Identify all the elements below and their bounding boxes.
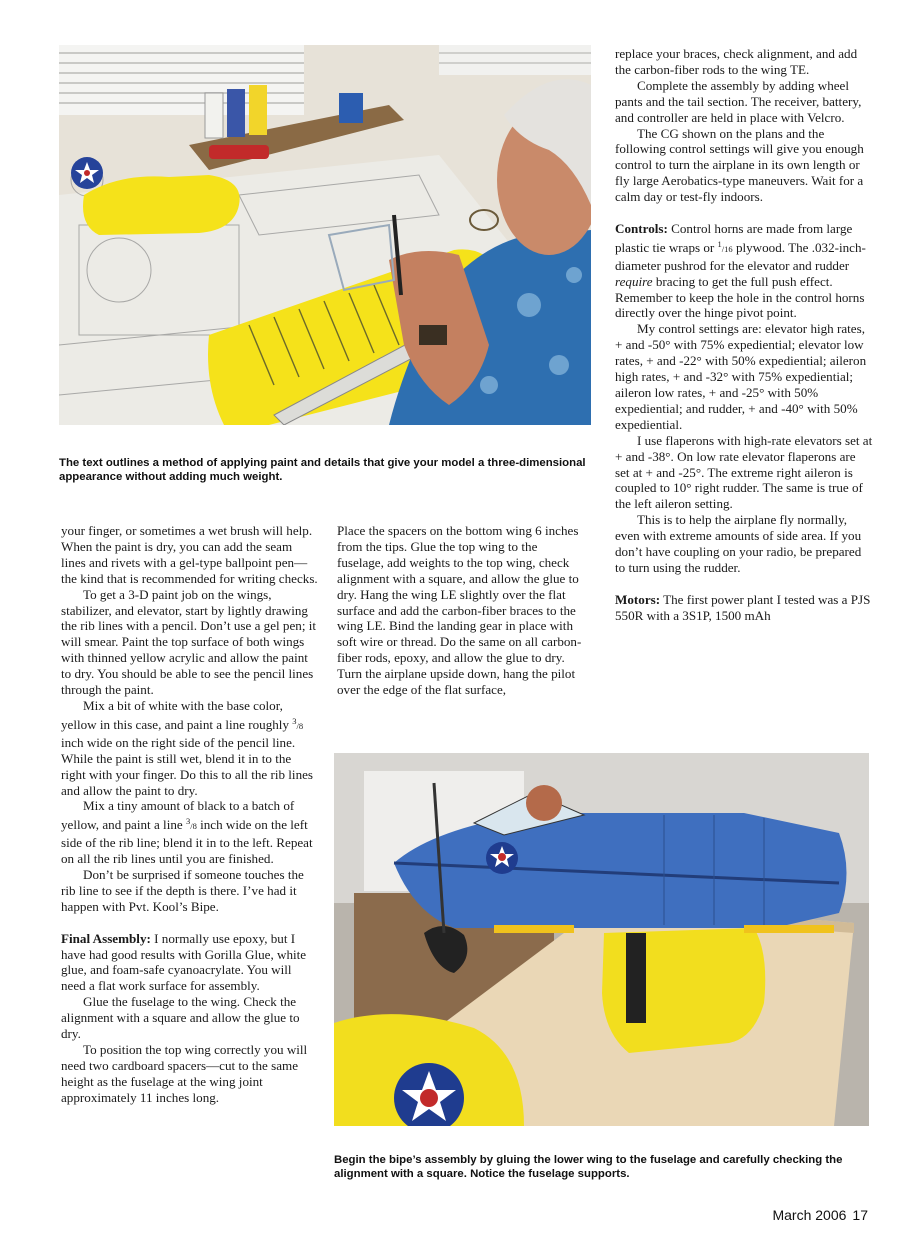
text: bracing to get the full push effect. Remember to keep the hole in the control horns directly over the hinge pivot point.: [615, 273, 865, 321]
fraction-numerator: 1: [717, 238, 722, 249]
section-heading-final-assembly: Final Assembly:: [61, 930, 151, 946]
text: Mix a bit of white with the base color, yellow in this case, and paint a line roughly: [61, 697, 293, 732]
text: Control horns are made from large plastic tie wraps or: [615, 220, 853, 255]
photo-painting-wing: [59, 45, 591, 425]
fraction-denominator: /8: [296, 720, 304, 731]
paragraph: [61, 931, 318, 995]
paragraph: [61, 698, 318, 798]
paragraph: To position the top wing correctly you will need two cardboard spacers—cut to the same height as the fuselage at the wing joint approximately 11 inches long.: [61, 1041, 308, 1105]
page-number: 17: [852, 1207, 868, 1223]
emphasis: require: [615, 273, 653, 289]
text-column-2: [337, 523, 587, 698]
section-heading-controls: Controls:: [615, 220, 668, 236]
paragraph: My control settings are: elevator high rates, + and -50° with 75% expediential; elevator low rates, + and -22° with 50% expediential; aileron high rates, + and -32° with 75% expediential; aileron low rates, + and -25° with 50% expediential; and rudder, + and -40° with 50% expediential.: [615, 321, 867, 432]
fraction-numerator: 3: [185, 816, 191, 827]
photo-fuselage-assembly: [334, 753, 869, 1126]
paragraph: your finger, or sometimes a wet brush will help. When the paint is dry, you can add the seam lines and rivets with a gel-type ballpoint pen—the kind that is recommended for writing checks.: [61, 523, 318, 586]
fraction-denominator: /16: [721, 243, 733, 254]
paragraph: [61, 798, 318, 867]
paragraph: This is to help the airplane fly normally, even with extreme amounts of side area. If you don’t have coupling on your radio, be prepared to turn using the rudder.: [615, 512, 862, 575]
issue-date: March 2006: [772, 1207, 847, 1223]
section-heading-motors: Motors:: [615, 591, 661, 607]
paragraph: [615, 221, 873, 321]
text-column-3: [615, 46, 873, 624]
paragraph: Glue the fuselage to the wing. Check the alignment with a square and allow the glue to dry.: [61, 994, 300, 1042]
text: plywood. The .032-inch-diameter pushrod for the elevator and rudder: [615, 239, 866, 273]
text: I normally use epoxy, but I have had good results with Gorilla Glue, white glue, and foam-safe cyanoacrylate. You will need a flat work surface for assembly.: [61, 930, 307, 994]
paragraph: Don’t be surprised if someone touches the rib line to see if the depth is there. I’ve had it happen with Pvt. Kool’s Bipe.: [61, 867, 304, 914]
photo-fuselage-assembly-caption: Begin the bipe’s assembly by gluing the lower wing to the fuselage and carefully checking the alignment with a square. Notice the fuselage supports.: [334, 1154, 843, 1180]
fraction-denominator: /8: [190, 821, 197, 832]
text: The first power plant I tested was a PJS 550R with a 3S1P, 1500 mAh: [615, 591, 871, 623]
paragraph: To get a 3-D paint job on the wings, stabilizer, and elevator, start by lightly drawing the rib lines with a pencil. Don’t use a gel pen; it will smear. Paint the top surface of both wings with thinned yellow acrylic and allow the paint to dry. You should be able to see the pencil lines through the paint.: [61, 586, 317, 698]
paragraph: I use flaperons with high-rate elevators set at + and -38°. On low rate elevator flaperons are set at + and -25°. The extreme right aileron is coupled to 10° right rudder. The same is true of the left aileron setting.: [615, 432, 873, 512]
text: inch wide on the left side of the rib line; blend it in to the left. Repeat on all the rib lines until you are finished.: [61, 817, 313, 867]
paragraph: replace your braces, check alignment, and add the carbon-fiber rods to the wing TE.: [615, 46, 858, 77]
photo-painting-wing-illustration: [59, 45, 591, 425]
photo-fuselage-assembly-illustration: [334, 753, 869, 1126]
fraction-numerator: 3: [292, 715, 297, 726]
text: inch wide on the right side of the pencil line. While the paint is still wet, blend it in to the right with your finger. Do this to all the rib lines and allow the paint to dry.: [61, 734, 314, 798]
text-column-1: [61, 523, 318, 1106]
paragraph: [615, 592, 873, 624]
photo-painting-wing-caption: The text outlines a method of applying paint and details that give your model a three-dimensional appearance without adding much weight.: [59, 457, 586, 483]
page-folio: [766, 1207, 868, 1223]
paragraph: The CG shown on the plans and the following control settings will give you enough control to turn the airplane in its own length or fly large Aerobatics-type maneuvers. Wait for a calm day or test-fly indoors.: [615, 125, 864, 205]
text: Mix a tiny amount of black to a batch of yellow, and paint a line: [61, 798, 295, 833]
paragraph: Complete the assembly by adding wheel pants and the tail section. The receiver, battery, and controller are held in place with Velcro.: [615, 77, 862, 125]
paragraph: Place the spacers on the bottom wing 6 inches from the tips. Glue the top wing to the fuselage, add weights to the top wing, check alignment with a square, and allow the glue to dry. Hang the wing LE slightly over the flat surface and add the carbon-fiber braces to the wing LE. Bind the landing gear in place with soft wire or thread. Do the same on all carbon-fiber rods, epoxy, and allow the glue to dry. Turn the airplane upside down, hang the pilot over the edge of the flat surface,: [337, 523, 582, 698]
